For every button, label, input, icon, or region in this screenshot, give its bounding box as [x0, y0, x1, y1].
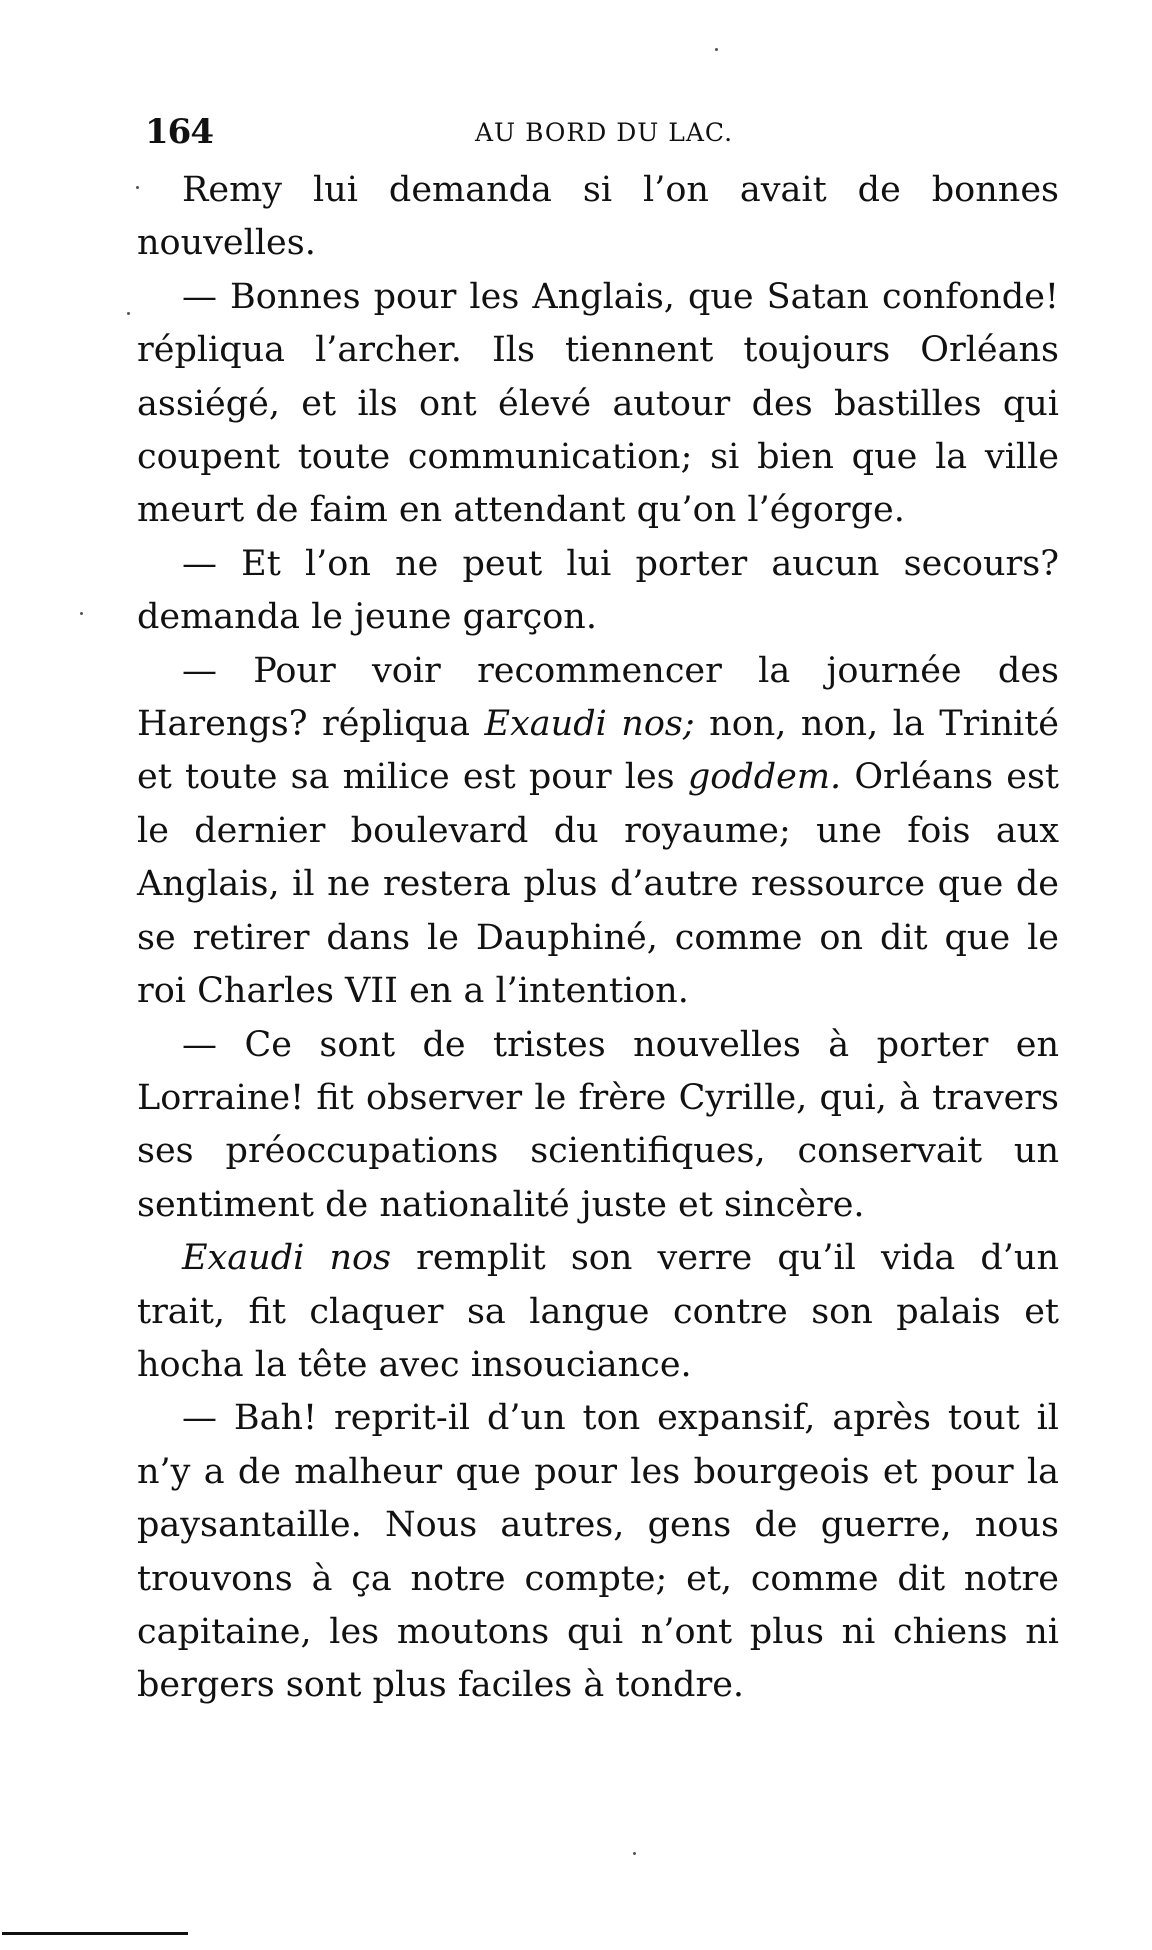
page-number: 164 — [145, 112, 213, 152]
scan-speck — [80, 612, 83, 615]
italic-text: Exaudi nos — [182, 1238, 392, 1279]
text-run: — Bonnes pour les Anglais, que Satan confonde! répliqua l’archer. Ils tiennent toujours Orléans assiégé, et ils ont élevé autour des bastilles qui coupent toute communication; si bien que la ville meurt de faim en attendant qu’on l’égorge. — [137, 276, 1059, 531]
text-run: non, non, la Trinité et toute sa milice est pour les — [137, 704, 1059, 798]
footer-rule — [2, 1932, 188, 1935]
scan-speck — [127, 312, 130, 315]
paragraph — [137, 1392, 1059, 1712]
text-run: — Et l’on ne peut lui porter aucun secours? demanda le jeune garçon. — [137, 543, 1059, 638]
scan-speck — [633, 1852, 636, 1855]
text-run: — Bah! reprit-il d’un ton expansif, après tout il n’y a de malheur que pour les bourgeois et pour la paysantaille. Nous autres, gens de guerre, nous trouvons à ça notre compte; et, comme dit notre capitaine, les moutons qui n’ont plus ni chiens ni bergers sont plus faciles à tondre. — [137, 1398, 1059, 1706]
paragraph — [137, 645, 1059, 1019]
page-header — [145, 112, 1045, 152]
paragraph — [137, 1232, 1059, 1392]
text-run: — Ce sont de tristes nouvelles à porter en Lorraine! fit observer le frère Cyrille, qui, à travers ses préoccupations scientifiques, conservait un sentiment de nationalité juste et sincère. — [137, 1024, 1059, 1225]
paragraph — [137, 271, 1059, 538]
text-run: remplit son verre qu’il vida d’un trait, fit claquer sa langue contre son palais et hocha la tête avec insouciance. — [137, 1238, 1059, 1385]
paragraph — [137, 164, 1059, 271]
text-run: Remy lui demanda si l’on avait de bonnes nouvelles. — [137, 170, 1059, 264]
text-run: Orléans est le dernier boulevard du royaume; une fois aux Anglais, il ne restera plus d’autre ressource que de se retirer dans le Dauphiné, comme on dit que le roi Charles VII en a l’intention. — [137, 757, 1059, 1012]
paragraph — [137, 538, 1059, 645]
scan-speck — [715, 48, 718, 51]
body-text — [137, 164, 1059, 1713]
italic-text: goddem. — [687, 757, 842, 798]
scan-speck — [136, 186, 139, 189]
italic-text: Exaudi nos; — [484, 704, 695, 745]
text-run: — Pour voir recommencer la journée des Harengs? répliqua — [137, 650, 1059, 745]
paragraph — [137, 1019, 1059, 1233]
running-title: AU BORD DU LAC. — [475, 118, 734, 147]
